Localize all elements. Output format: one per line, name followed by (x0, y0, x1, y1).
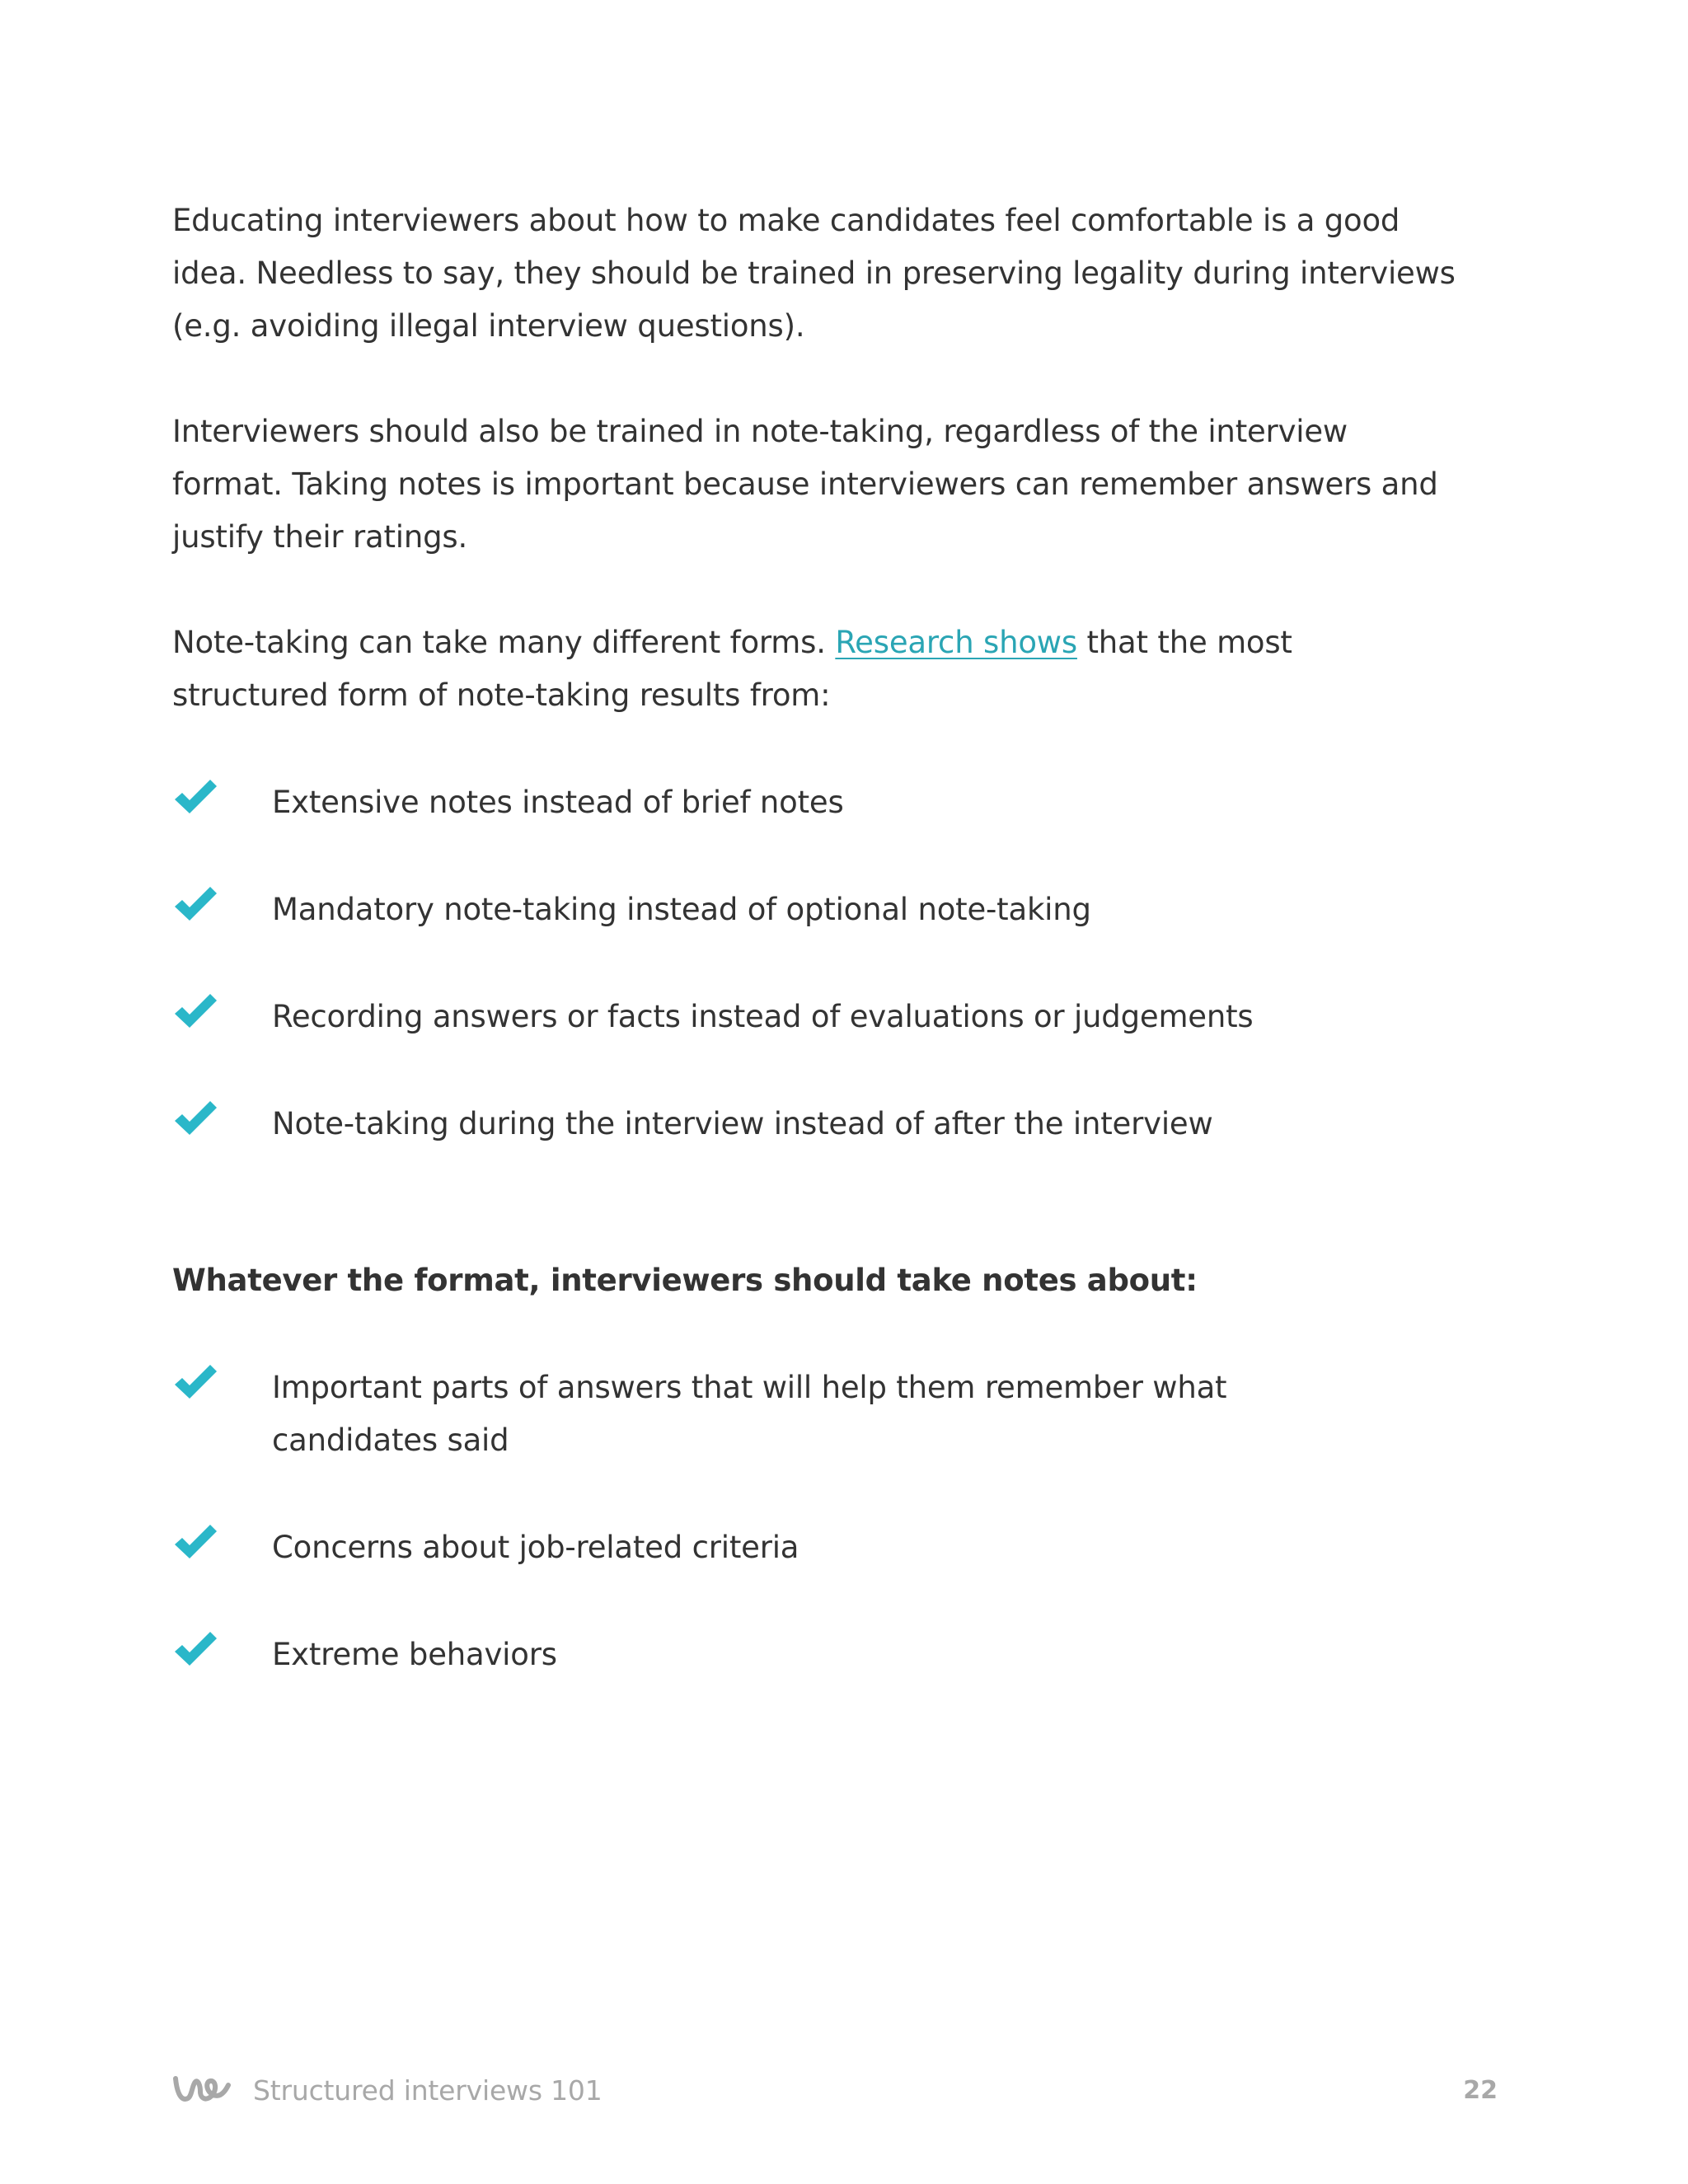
list-item (172, 1629, 1491, 1681)
research-shows-link[interactable]: Research shows (835, 625, 1077, 660)
workable-logo-icon (172, 2074, 232, 2107)
list-item (172, 991, 1491, 1043)
page-content (172, 194, 1491, 1681)
list-item (172, 1098, 1491, 1151)
page-number: 22 (1463, 2076, 1498, 2105)
list-item (172, 883, 1491, 936)
checkmark-icon (172, 1361, 218, 1408)
paragraph-gap (172, 353, 1491, 405)
notes-topics-heading: Whatever the format, interviewers should take notes about: (172, 1263, 1198, 1298)
list-item-text: Recording answers or facts instead of evaluations or judgements (272, 999, 1254, 1034)
paragraph-note-taking-training: Interviewers should also be trained in note-taking, regardless of the interview format. Taking notes is important because interviewers can remember answers and justify their ratings. (172, 414, 1438, 555)
list-item-text: Note-taking during the interview instead of after the interview (272, 1106, 1213, 1141)
paragraph-text-before-link: Note-taking can take many different forms. (172, 625, 836, 660)
list-item-text: Extreme behaviors (272, 1637, 557, 1672)
checkmark-icon (172, 776, 218, 823)
checkmark-icon (172, 991, 218, 1037)
list-item-text: Extensive notes instead of brief notes (272, 785, 844, 820)
checkmark-icon (172, 1629, 218, 1675)
structured-note-taking-list (172, 776, 1491, 1151)
page-footer (172, 2070, 1498, 2120)
paragraph-note-taking-forms (172, 616, 1343, 722)
paragraph-interviewer-education: Educating interviewers about how to make candidates feel comfortable is a good idea. Needless to say, they should be trained in preserving legality during interviews (e.g. avoiding illegal interview questions). (172, 203, 1456, 344)
paragraph-text-after-link: that the most structured form of note-taking results from: (172, 625, 1292, 713)
checkmark-icon (172, 883, 218, 930)
notes-topics-list (172, 1361, 1491, 1681)
checkmark-icon (172, 1521, 218, 1568)
list-item-text: Important parts of answers that will help them remember what candidates said (272, 1370, 1227, 1458)
paragraph-gap (172, 564, 1491, 616)
list-item (172, 776, 1491, 829)
checkmark-icon (172, 1098, 218, 1144)
list-item (172, 1361, 1278, 1467)
footer-document-title: Structured interviews 101 (253, 2074, 603, 2107)
list-item-text: Concerns about job-related criteria (272, 1530, 799, 1565)
list-item (172, 1521, 1491, 1574)
list-item-text: Mandatory note-taking instead of optional note-taking (272, 892, 1091, 927)
